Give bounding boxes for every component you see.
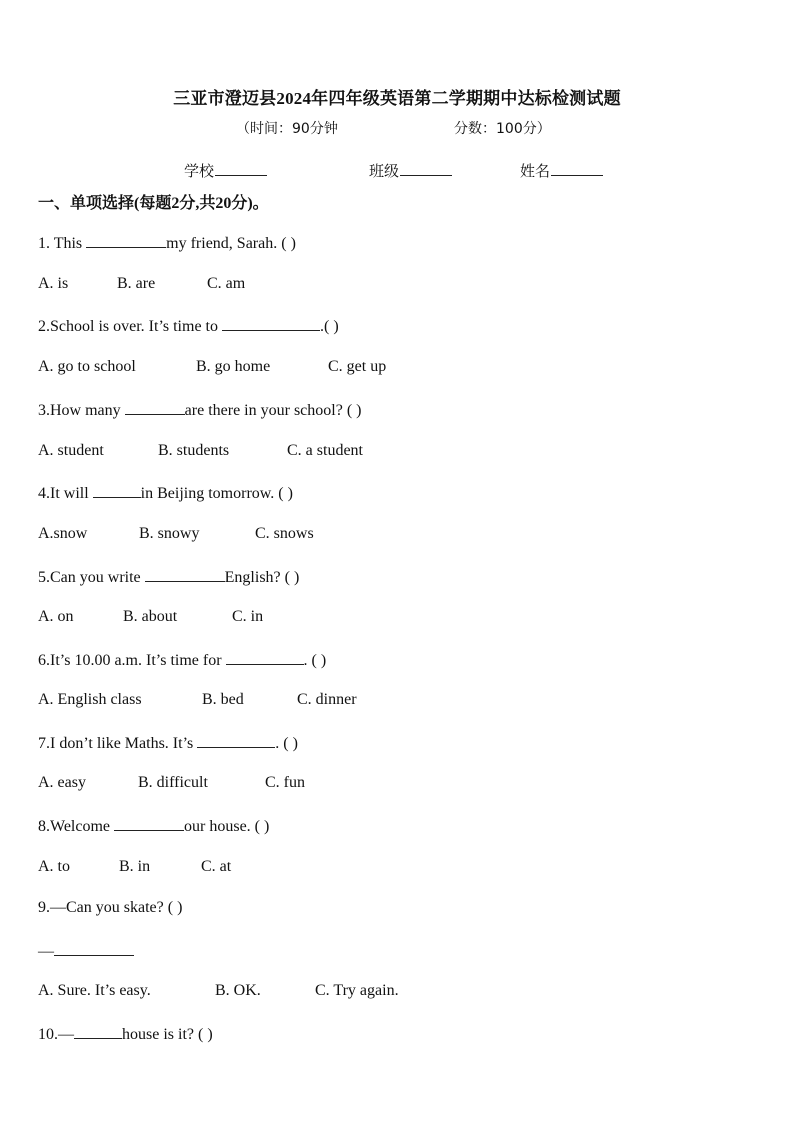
answer-blank[interactable] [145, 567, 225, 582]
answer-blank[interactable] [74, 1024, 122, 1039]
class-label: 班级 [369, 164, 400, 180]
answer-blank[interactable] [86, 233, 166, 248]
name-blank[interactable] [551, 161, 603, 176]
answer-line-9: — [38, 941, 134, 961]
question-8: 8.Welcome our house. ( ) [38, 818, 270, 835]
class-field[interactable] [369, 160, 452, 181]
question-1: 1. This my friend, Sarah. ( ) [38, 235, 296, 252]
question-10: 10.— house is it? ( ) [38, 1026, 213, 1043]
question-6: 6.It’s 10.00 a.m. It’s time for . ( ) [38, 652, 327, 669]
school-label: 学校 [184, 164, 215, 180]
answer-blank[interactable] [125, 400, 185, 415]
options-5 [38, 608, 263, 626]
options-9 [38, 982, 399, 1000]
option[interactable]: A.snow [38, 525, 88, 542]
option[interactable]: C. in [232, 608, 264, 625]
option[interactable]: A. on [38, 608, 74, 625]
options-3 [38, 442, 363, 460]
answer-blank[interactable] [93, 483, 141, 498]
question-4: 4.It will in Beijing tomorrow. ( ) [38, 485, 293, 502]
question-9: 9.—Can you skate? ( ) [38, 899, 183, 916]
option[interactable]: B. difficult [138, 774, 208, 791]
section-title: 一、单项选择(每题2分,共20分)。 [38, 195, 269, 212]
options-7 [38, 774, 305, 792]
options-2 [38, 358, 386, 376]
school-blank[interactable] [215, 161, 267, 176]
option[interactable]: C. fun [265, 774, 305, 791]
option[interactable]: B. students [158, 442, 230, 459]
option[interactable]: C. snows [255, 525, 314, 542]
question-5: 5.Can you write English? ( ) [38, 569, 300, 586]
option[interactable]: C. Try again. [315, 982, 399, 999]
option[interactable]: A. go to school [38, 358, 136, 375]
answer-blank[interactable] [226, 650, 304, 665]
option[interactable]: A. is [38, 275, 69, 292]
option[interactable]: A. student [38, 442, 104, 459]
option[interactable]: B. are [117, 275, 156, 292]
exam-score: 分数：100分） [454, 121, 551, 137]
exam-time: （时间：90分钟 [236, 121, 338, 137]
answer-blank[interactable] [197, 733, 275, 748]
option[interactable]: A. Sure. It’s easy. [38, 982, 151, 999]
option[interactable]: C. a student [287, 442, 363, 459]
options-6 [38, 691, 357, 709]
option[interactable]: B. in [119, 858, 151, 875]
answer-blank[interactable] [114, 816, 184, 831]
school-field[interactable] [184, 160, 267, 181]
options-8 [38, 858, 231, 876]
option[interactable]: C. at [201, 858, 232, 875]
question-3: 3.How many are there in your school? ( ) [38, 402, 362, 419]
class-blank[interactable] [400, 161, 452, 176]
option[interactable]: C. get up [328, 358, 387, 375]
option[interactable]: C. am [207, 275, 246, 292]
option[interactable]: B. about [123, 608, 178, 625]
name-label: 姓名 [520, 164, 551, 180]
options-1 [38, 275, 245, 293]
option[interactable]: B. snowy [139, 525, 200, 542]
answer-blank[interactable] [222, 316, 320, 331]
option[interactable]: C. dinner [297, 691, 357, 708]
option[interactable]: A. to [38, 858, 70, 875]
answer-blank[interactable] [54, 941, 134, 956]
options-4 [38, 525, 314, 543]
question-7: 7.I don’t like Maths. It’s . ( ) [38, 735, 298, 752]
question-2: 2.School is over. It’s time to .( ) [38, 318, 339, 335]
page-title: 三亚市澄迈县2024年四年级英语第二学期期中达标检测试题 [173, 89, 621, 108]
option[interactable]: B. go home [196, 358, 271, 375]
name-field[interactable] [520, 160, 603, 181]
option[interactable]: B. OK. [215, 982, 261, 999]
option[interactable]: B. bed [202, 691, 244, 708]
option[interactable]: A. English class [38, 691, 142, 708]
option[interactable]: A. easy [38, 774, 86, 791]
